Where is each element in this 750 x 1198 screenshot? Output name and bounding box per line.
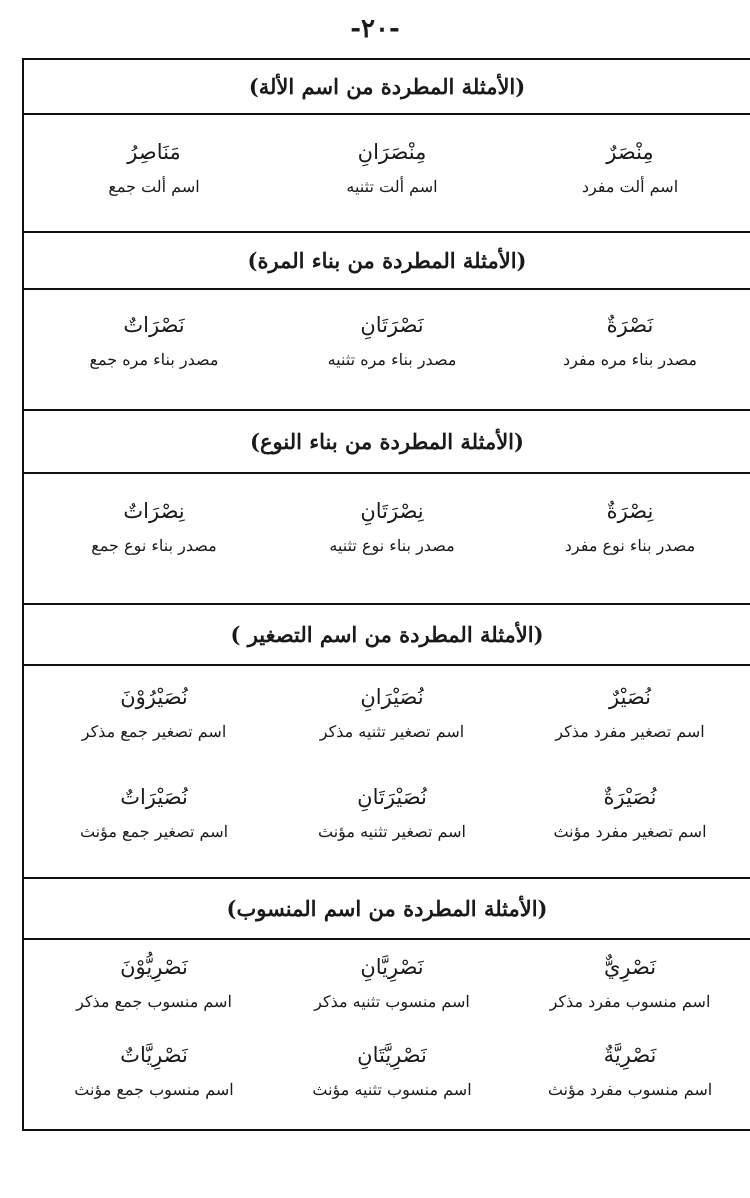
- table-cell: [272, 682, 512, 746]
- section-body-diminutive: [24, 666, 750, 879]
- table-cell: [272, 952, 512, 1016]
- example-description: اسم منسوب مفرد مؤنث: [547, 1080, 713, 1099]
- example-word: نِصْرَتَانِ: [360, 499, 424, 523]
- table-row: [24, 782, 750, 852]
- example-description: مصدر بناء مره جمع: [89, 350, 219, 369]
- example-word: نَصْرَتَانِ: [360, 313, 424, 337]
- example-description: اسم تصغير تثنيه مؤنث: [318, 822, 466, 841]
- example-word: نَصْرِيٌّ: [603, 955, 657, 979]
- section-body-relative-adjective: [24, 940, 750, 1131]
- example-word: مِنْصَرَانِ: [357, 140, 427, 164]
- example-description: اسم تصغير جمع مؤنث: [79, 822, 229, 841]
- table-cell: [510, 782, 750, 846]
- section-header-manner-noun: (الأمثلة المطردة من بناء النوع): [24, 411, 750, 474]
- table-cell: [34, 952, 274, 1016]
- section-header-instance-noun: (الأمثلة المطردة من بناء المرة): [24, 233, 750, 290]
- example-word: نُصَيْرَةٌ: [603, 785, 657, 809]
- section-body-instrument-noun: [24, 115, 750, 233]
- example-description: مصدر بناء مره مفرد: [563, 350, 697, 369]
- example-description: اسم ألت جمع: [108, 177, 200, 196]
- example-description: اسم منسوب تثنيه مذكر: [314, 992, 470, 1011]
- example-description: اسم ألت مفرد: [581, 177, 679, 196]
- table-cell: [34, 1040, 274, 1104]
- example-word: نُصَيْرَانِ: [360, 685, 424, 709]
- example-word: نَصْرِيَّةٌ: [603, 1043, 657, 1067]
- table-cell: [34, 310, 274, 374]
- table-cell: [272, 137, 512, 201]
- table-cell: [510, 682, 750, 746]
- table-cell: [272, 782, 512, 846]
- table-cell: [272, 496, 512, 560]
- example-word: مَنَاصِرُ: [127, 140, 181, 164]
- example-description: اسم منسوب جمع مؤنث: [74, 1080, 234, 1099]
- example-word: نَصْرِيُّوْنَ: [120, 955, 188, 979]
- example-word: نِصْرَةٌ: [606, 499, 654, 523]
- example-word: نُصَيْرَاتٌ: [120, 785, 188, 809]
- table-row: [24, 137, 750, 207]
- example-word: نُصَيْرَتَانِ: [357, 785, 427, 809]
- table-cell: [510, 952, 750, 1016]
- example-description: اسم منسوب مفرد مذكر: [549, 992, 711, 1011]
- table-cell: [510, 496, 750, 560]
- table-cell: [34, 496, 274, 560]
- example-description: اسم منسوب جمع مذكر: [76, 992, 232, 1011]
- section-header-relative-adjective: (الأمثلة المطردة من اسم المنسوب): [24, 879, 750, 940]
- example-description: مصدر بناء نوع جمع: [91, 536, 217, 555]
- examples-table: [22, 58, 750, 1131]
- table-cell: [34, 682, 274, 746]
- table-cell: [510, 310, 750, 374]
- section-header-instrument-noun: (الأمثلة المطردة من اسم الألة): [24, 60, 750, 115]
- example-description: مصدر بناء نوع مفرد: [564, 536, 696, 555]
- example-word: نَصْرَةٌ: [606, 313, 654, 337]
- table-cell: [510, 137, 750, 201]
- page-number: -٢٠-: [350, 14, 400, 44]
- table-cell: [272, 1040, 512, 1104]
- example-description: مصدر بناء نوع تثنيه: [329, 536, 455, 555]
- example-description: اسم تصغير مفرد مذكر: [555, 722, 705, 741]
- table-cell: [34, 137, 274, 201]
- example-description: اسم تصغير مفرد مؤنث: [553, 822, 707, 841]
- table-row: [24, 310, 750, 380]
- table-row: [24, 496, 750, 566]
- example-word: نَصْرَاتٌ: [123, 313, 185, 337]
- section-body-manner-noun: [24, 474, 750, 605]
- table-cell: [34, 782, 274, 846]
- example-description: اسم تصغير تثنيه مذكر: [319, 722, 465, 741]
- table-cell: [510, 1040, 750, 1104]
- example-description: مصدر بناء مره تثنيه: [327, 350, 457, 369]
- example-description: اسم منسوب تثنيه مؤنث: [312, 1080, 472, 1099]
- section-header-diminutive: (الأمثلة المطردة من اسم التصغير ): [24, 605, 750, 666]
- table-row: [24, 952, 750, 1022]
- example-word: نُصَيْرُوْنَ: [120, 685, 188, 709]
- table-cell: [272, 310, 512, 374]
- section-body-instance-noun: [24, 290, 750, 411]
- example-word: نَصْرِيَّانِ: [360, 955, 424, 979]
- example-word: مِنْصَرٌ: [606, 140, 654, 164]
- example-description: اسم تصغير جمع مذكر: [81, 722, 227, 741]
- table-row: [24, 1040, 750, 1110]
- example-word: نُصَيْرٌ: [609, 685, 651, 709]
- example-description: اسم ألت تثنيه: [346, 177, 438, 196]
- example-word: نَصْرِيَّاتٌ: [120, 1043, 188, 1067]
- table-row: [24, 682, 750, 752]
- example-word: نِصْرَاتٌ: [123, 499, 185, 523]
- example-word: نَصْرِيَّتَانِ: [357, 1043, 427, 1067]
